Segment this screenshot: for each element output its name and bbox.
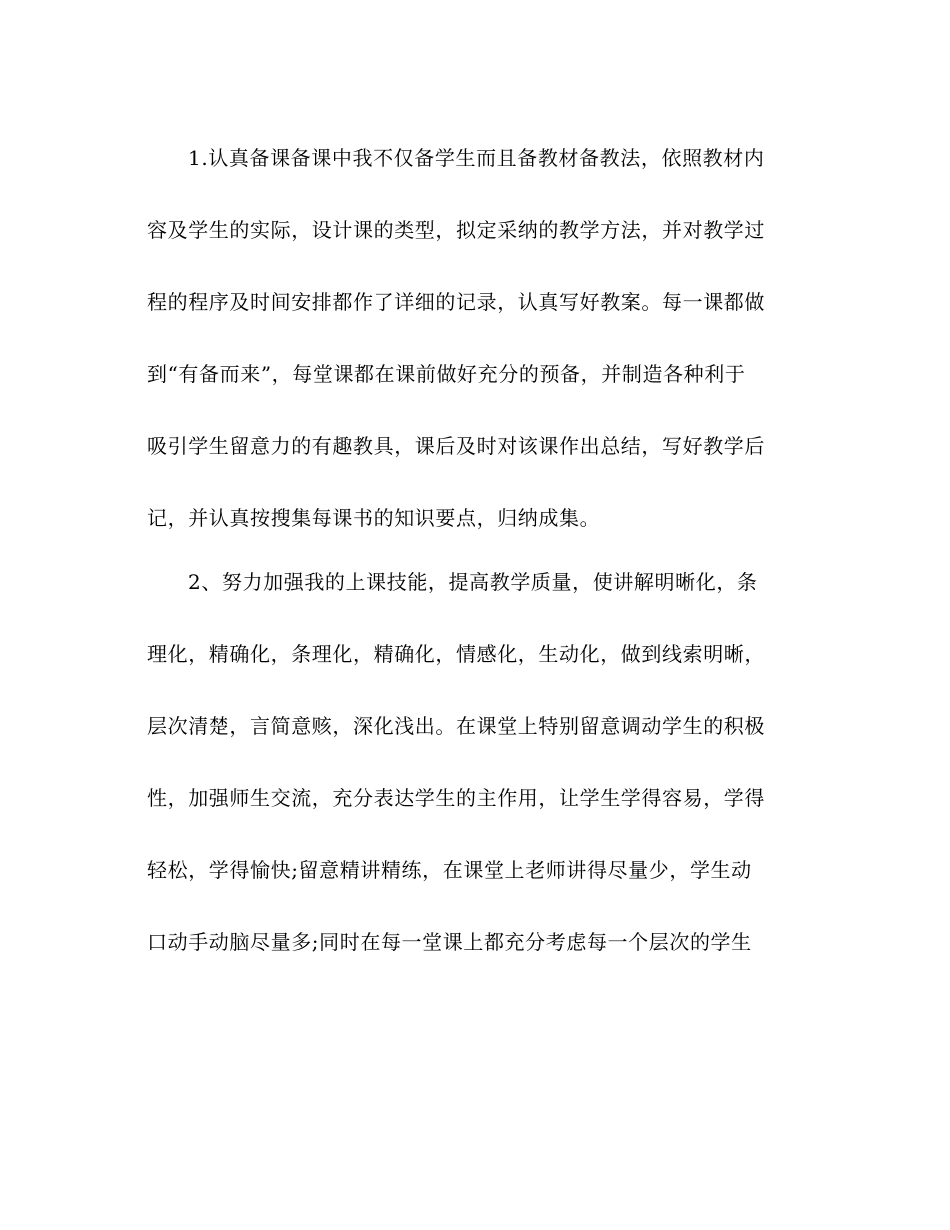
paragraph-line: 轻松，学得愉快;留意精讲精练，在课堂上老师讲得尽量少，学生动 bbox=[147, 858, 752, 882]
paragraph-line: 理化，精确化，条理化，精确化，情感化，生动化，做到线索明晰， bbox=[147, 642, 765, 666]
paragraph-line: 吸引学生留意力的有趣教具，课后及时对该课作出总结，写好教学后 bbox=[147, 434, 765, 458]
paragraph-line: 到“有备而来”，每堂课都在课前做好充分的预备，并制造各种利于 bbox=[147, 362, 746, 386]
paragraph-line: 2、努力加强我的上课技能，提高教学质量，使讲解明晰化，条 bbox=[188, 570, 758, 594]
paragraph-line: 程的程序及时间安排都作了详细的记录，认真写好教案。每一课都做 bbox=[147, 290, 765, 314]
paragraph-line: 容及学生的实际，设计课的类型，拟定采纳的教学方法，并对教学过 bbox=[147, 218, 765, 242]
paragraph-line: 性，加强师生交流，充分表达学生的主作用，让学生学得容易，学得 bbox=[147, 786, 765, 810]
paragraph-line: 记，并认真按搜集每课书的知识要点，归纳成集。 bbox=[147, 506, 601, 530]
paragraph-line: 1.认真备课备课中我不仅备学生而且备教材备教法，依照教材内 bbox=[188, 146, 765, 170]
paragraph-line: 口动手动脑尽量多;同时在每一堂课上都充分考虑每一个层次的学生 bbox=[147, 930, 752, 954]
paragraph-line: 层次清楚，言简意赅，深化浅出。在课堂上特别留意调动学生的积极 bbox=[147, 714, 765, 738]
